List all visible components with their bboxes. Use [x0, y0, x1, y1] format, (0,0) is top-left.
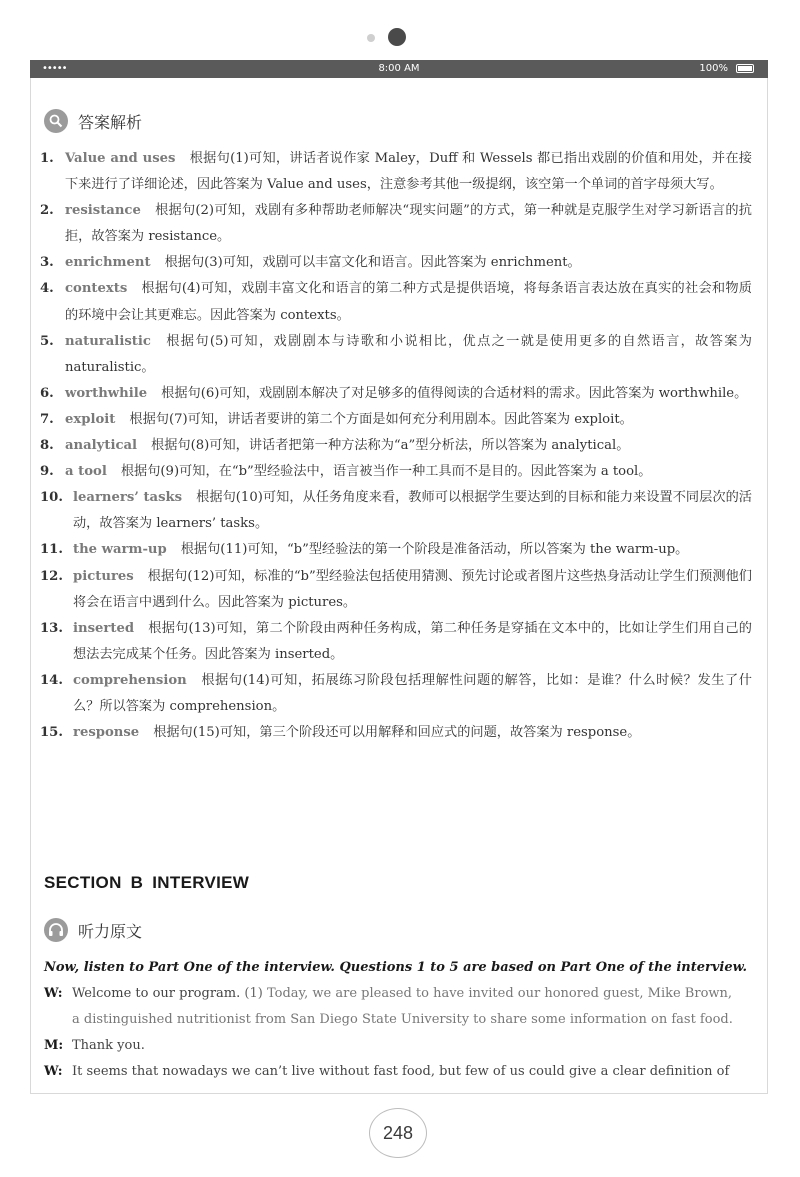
answer-item-10: [40, 485, 752, 537]
answer-item-1: [40, 146, 752, 198]
answer-number: 12.: [40, 568, 63, 584]
answer-number: 4.: [40, 281, 54, 297]
speech-text: Thank you.: [72, 1038, 145, 1053]
transcript-line: [44, 981, 754, 1007]
transcript-line: [44, 1059, 754, 1085]
answer-key: a tool: [65, 464, 107, 480]
speech-text: It seems that nowadays we can’t live without fast food, but few of us could give a clear definition of: [72, 1064, 730, 1079]
answer-item-9: [40, 459, 752, 485]
speaker-label: W:: [44, 986, 63, 1001]
answer-explanation: 根据句(15)可知，第三个阶段还可以用解释和回应式的问题，故答案为 response。: [153, 725, 641, 741]
headphones-icon: [44, 918, 68, 942]
speaker-label: W:: [44, 1064, 63, 1079]
speech-main: Today, we are pleased to have invited our honored guest, Mike Brown,: [266, 986, 733, 1001]
transcript-line: [44, 1033, 754, 1059]
answer-section-header: [44, 109, 142, 133]
battery-icon: [736, 64, 754, 73]
speech-continuation: a distinguished nutritionist from San Diego State University to share some information on fast food.: [72, 1012, 733, 1027]
answer-key: the warm-up: [73, 542, 167, 558]
answer-item-4: [40, 276, 752, 328]
status-time: 8:00 AM: [378, 63, 420, 74]
answer-key: analytical: [65, 438, 138, 454]
answer-explanation: 根据句(12)可知，标准的“b”型经验法包括使用猜测、预先讨论或者图片这些热身活动让学生们预测他们将会在语言中遇到什么。因此答案为 pictures。: [73, 568, 752, 610]
answer-explanation: 根据句(3)可知，戏剧可以丰富文化和语言。因此答案为 enrichment。: [164, 255, 581, 271]
speech-text: [72, 981, 754, 1007]
answer-number: 3.: [40, 255, 54, 271]
page-dot-active[interactable]: [388, 28, 406, 46]
speaker-label: M:: [44, 1038, 64, 1053]
answer-explanation: 根据句(7)可知，讲话者要讲的第二个方面是如何充分利用剧本。因此答案为 exploit。: [129, 411, 633, 427]
answer-item-12: [40, 564, 752, 616]
answer-item-6: [40, 381, 752, 407]
answer-item-8: [40, 433, 752, 459]
answer-explanation: 根据句(6)可知，戏剧剧本解决了对足够多的值得阅读的合适材料的需求。因此答案为 worthwhile。: [161, 385, 748, 401]
transcript-section-header: [44, 918, 142, 942]
answer-number: 1.: [40, 151, 54, 166]
answer-key: comprehension: [73, 672, 187, 688]
answer-key: worthwhile: [65, 385, 148, 401]
answer-item-3: [40, 250, 752, 276]
answer-item-5: [40, 329, 752, 381]
answer-key: inserted: [73, 620, 135, 636]
answer-item-11: [40, 537, 752, 563]
answer-list: [40, 146, 752, 746]
magnifier-icon: [44, 109, 68, 133]
answer-key: pictures: [73, 568, 134, 584]
answer-explanation: 根据句(5)可知，戏剧剧本与诗歌和小说相比，优点之一就是使用更多的自然语言，故答案为 naturalistic。: [65, 333, 752, 375]
answer-explanation: 根据句(4)可知，戏剧丰富文化和语言的第二种方式是提供语境，将每条语言表达放在真实的社会和物质的环境中会让其更难忘。因此答案为 contexts。: [65, 281, 752, 323]
answer-number: 2.: [40, 203, 54, 219]
answer-key: learners’ tasks: [73, 490, 183, 506]
answer-explanation: 根据句(14)可知，拓展练习阶段包括理解性问题的解答，比如：是谁？什么时候？发生了什么？所以答案为 comprehension。: [73, 672, 752, 714]
answer-number: 15.: [40, 725, 63, 741]
answer-number: 7.: [40, 411, 54, 427]
transcript-section-title: 听力原文: [78, 921, 143, 941]
sentence-tag: (1): [244, 986, 263, 1001]
answer-item-2: [40, 198, 752, 250]
answer-number: 5.: [40, 333, 54, 349]
answer-item-15: [40, 720, 752, 746]
answer-number: 11.: [40, 542, 63, 558]
answer-explanation: 根据句(8)可知，讲话者把第一种方法称为“a”型分析法，所以答案为 analytical。: [151, 438, 630, 454]
answer-item-13: [40, 616, 752, 668]
page-indicator: [0, 26, 800, 50]
answer-key: resistance: [65, 203, 141, 219]
answer-key: naturalistic: [65, 333, 151, 349]
answer-key: response: [73, 725, 140, 741]
page-dot-inactive[interactable]: [367, 34, 375, 42]
answer-number: 8.: [40, 438, 54, 454]
answer-explanation: 根据句(13)可知，第二个阶段由两种任务构成，第二种任务是穿插在文本中的，比如让学生们用自己的想法去完成某个任务。因此答案为 inserted。: [73, 620, 752, 662]
answer-explanation: 根据句(2)可知，戏剧有多种帮助老师解决“现实问题”的方式，第一种就是克服学生对学习新语言的抗拒，故答案为 resistance。: [65, 203, 752, 245]
answer-key: Value and uses: [65, 151, 176, 166]
answer-explanation: 根据句(11)可知，“b”型经验法的第一个阶段是准备活动，所以答案为 the warm-up。: [180, 542, 689, 558]
transcript-intro: Now, listen to Part One of the interview. Questions 1 to 5 are based on Part One of the interview.: [44, 960, 748, 975]
answer-explanation: 根据句(9)可知，在“b”型经验法中，语言被当作一种工具而不是目的。因此答案为 a tool。: [120, 464, 652, 480]
answer-explanation: 根据句(1)可知，讲话者说作家 Maley，Duff 和 Wessels 都已指出戏剧的价值和用处，并在接下来进行了详细论述，因此答案为 Value and uses，注意参考其他一级提纲，该空第一个单词的首字母须大写。: [65, 151, 752, 193]
answer-number: 13.: [40, 620, 63, 636]
answer-number: 9.: [40, 464, 54, 480]
battery-level: 100%: [699, 63, 728, 74]
answer-key: exploit: [65, 411, 116, 427]
status-bar: [30, 60, 768, 78]
answer-item-7: [40, 407, 752, 433]
page-number-badge: 248: [369, 1108, 427, 1158]
answer-number: 14.: [40, 672, 63, 688]
answer-section-title: 答案解析: [78, 112, 143, 132]
answer-explanation: 根据句(10)可知，从任务角度来看，教师可以根据学生要达到的目标和能力来设置不同层次的活动，故答案为 learners’ tasks。: [73, 490, 752, 532]
answer-number: 10.: [40, 490, 63, 506]
signal-icon: •••••: [42, 63, 67, 74]
transcript: [44, 955, 754, 1085]
speech-pre: Welcome to our program.: [72, 986, 241, 1001]
answer-number: 6.: [40, 385, 54, 401]
answer-key: enrichment: [65, 255, 151, 271]
section-b-heading: SECTION B INTERVIEW: [44, 873, 250, 892]
answer-item-14: [40, 668, 752, 720]
answer-key: contexts: [65, 281, 128, 297]
